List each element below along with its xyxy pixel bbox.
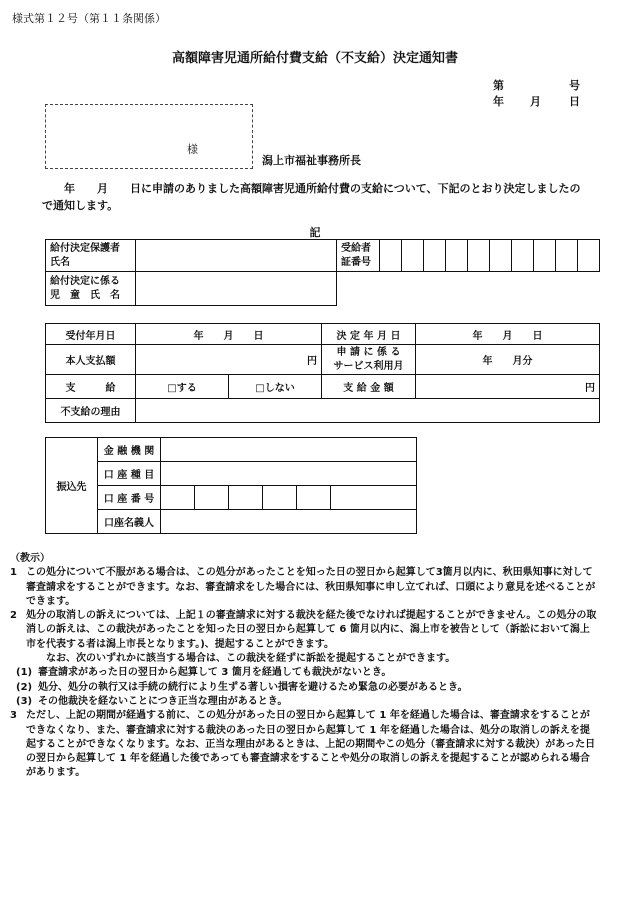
- option-pay[interactable]: □する: [136, 375, 229, 399]
- notice-item-3: 3 ただし、上記の期間が経過する前に、この処分があった日の翌日から起算して 1 年を経過した場合は、審査請求をすることができなくなり、また、審査請求に対する裁決のあった日の翌日から起算して 1 年を経過した場合は、処分の取消しの訴えを提起することができなくなります。なお、正当な理由があるときは、上記の期間やこの処分（審査請求に対する裁決）があった日の翌日から起算して 1 年を経過した後であっても審査請求をすることや処分の取消しの訴えを提起することが認められる場合があります。: [10, 710, 596, 779]
- account-type-cell[interactable]: [161, 462, 417, 486]
- decided-date-label: 決 定 年 月 日: [322, 324, 416, 345]
- body-text: 年 月 日に申請のありました高額障害児通所給付費の支給について、下記のとおり決定しましたので通知します。: [42, 182, 581, 212]
- certificate-number-label: 受給者 証番号: [337, 240, 380, 272]
- account-number-digit-box[interactable]: [195, 486, 229, 510]
- certificate-digit-box[interactable]: [578, 240, 600, 272]
- guardian-name-cell[interactable]: [136, 240, 337, 272]
- bank-transfer-table: [45, 437, 417, 534]
- account-holder-label: 口座名義人: [98, 510, 161, 534]
- certificate-digit-box[interactable]: [512, 240, 534, 272]
- received-date-label: 受付年月日: [46, 324, 136, 345]
- notice-item-1: 1 この処分について不服がある場合は、この処分があったことを知った日の翌日から起算して3箇月以内に、秋田県知事に対して審査請求をすることができます。なお、審査請求をした場合には、秋田県知事に申し立てれば、口頭により意見を述べることができます。: [10, 567, 596, 607]
- bank-name-label: 金 融 機 関: [98, 438, 161, 462]
- certificate-digit-box[interactable]: [468, 240, 490, 272]
- number-prefix: 第: [493, 79, 504, 92]
- account-number-digit-box[interactable]: [297, 486, 331, 510]
- account-type-label: 口 座 種 目: [98, 462, 161, 486]
- decision-table: [45, 323, 600, 423]
- account-number-label: 口 座 番 号: [98, 486, 161, 510]
- guardian-name-label: 給付決定保護者 氏名: [46, 240, 136, 272]
- received-date-value[interactable]: 年 月 日: [136, 324, 322, 345]
- option-no-pay[interactable]: □しない: [229, 375, 322, 399]
- self-payment-label: 本人支払額: [46, 345, 136, 375]
- child-name-cell[interactable]: [136, 272, 337, 306]
- addressee-box: [45, 104, 253, 169]
- document-title: 高額障害児通所給付費支給（不支給）決定通知書: [171, 51, 458, 66]
- addressee-suffix: 様: [187, 143, 198, 156]
- account-holder-cell[interactable]: [161, 510, 417, 534]
- recipient-table: [45, 239, 600, 272]
- notice-heading: （教示）: [10, 553, 50, 564]
- no-pay-reason-value[interactable]: [136, 399, 600, 423]
- certificate-digit-box[interactable]: [556, 240, 578, 272]
- form-number: 様式第１２号（第１１条関係）: [12, 12, 166, 25]
- notice-item-2: 2 処分の取消しの訴えについては、上記１の審査請求に対する裁決を経た後でなければ提起することができません。この処分の取消しの訴えは、この裁決があったことを知った日の翌日から起算して 6 箇月以内に、潟上市を被告として（訴訟において潟上市を代表する者は潟上市長となります。)、提起することができます。: [10, 610, 597, 650]
- payment-amount-label: 支 給 金 額: [322, 375, 416, 399]
- child-name-label: 給付決定に係る 児 童 氏 名: [46, 272, 136, 306]
- legal-notice: [10, 552, 598, 781]
- date-day: 日: [569, 95, 580, 108]
- certificate-digit-box[interactable]: [446, 240, 468, 272]
- payment-label: 支 給: [46, 375, 136, 399]
- account-number-digit-box[interactable]: [161, 486, 195, 510]
- account-number-digit-box[interactable]: [263, 486, 297, 510]
- transfer-destination-label: 振込先: [46, 438, 98, 534]
- certificate-digit-box[interactable]: [424, 240, 446, 272]
- number-suffix: 号: [569, 79, 580, 92]
- decided-date-value[interactable]: 年 月 日: [416, 324, 600, 345]
- self-payment-value[interactable]: 円: [136, 345, 322, 375]
- payment-amount-value[interactable]: 円: [416, 375, 600, 399]
- no-pay-reason-label: 不支給の理由: [46, 399, 136, 423]
- date-month: 月: [530, 95, 541, 108]
- date-year: 年: [493, 95, 504, 108]
- child-name-table: [45, 272, 337, 306]
- ki-label: 記: [309, 226, 321, 239]
- notice-subitem-1: (1) 審査請求があった日の翌日から起算して 3 箇月を経過しても裁決がないとき。: [16, 667, 392, 679]
- account-number-digit-box[interactable]: [331, 486, 417, 510]
- certificate-digit-box[interactable]: [402, 240, 424, 272]
- notice-subitem-3: (3) その他裁決を経ないことにつき正当な理由があるとき。: [16, 695, 288, 707]
- certificate-digit-box[interactable]: [490, 240, 512, 272]
- service-month-label: 申 請 に 係 る サービス利用月: [322, 345, 416, 375]
- certificate-digit-box[interactable]: [534, 240, 556, 272]
- sender-name: 潟上市福祉事務所長: [262, 154, 361, 167]
- notice-subitem-2: (2) 処分、処分の執行又は手続の続行により生ずる著しい損害を避けるため緊急の必要があるとき。: [16, 681, 468, 693]
- certificate-digit-box[interactable]: [380, 240, 402, 272]
- notice-item-2-note: なお、次のいずれかに該当する場合は、この裁決を経ずに訴訟を提起することができます。: [46, 653, 456, 665]
- account-number-digit-box[interactable]: [229, 486, 263, 510]
- service-month-value[interactable]: 年 月分: [416, 345, 600, 375]
- bank-name-cell[interactable]: [161, 438, 417, 462]
